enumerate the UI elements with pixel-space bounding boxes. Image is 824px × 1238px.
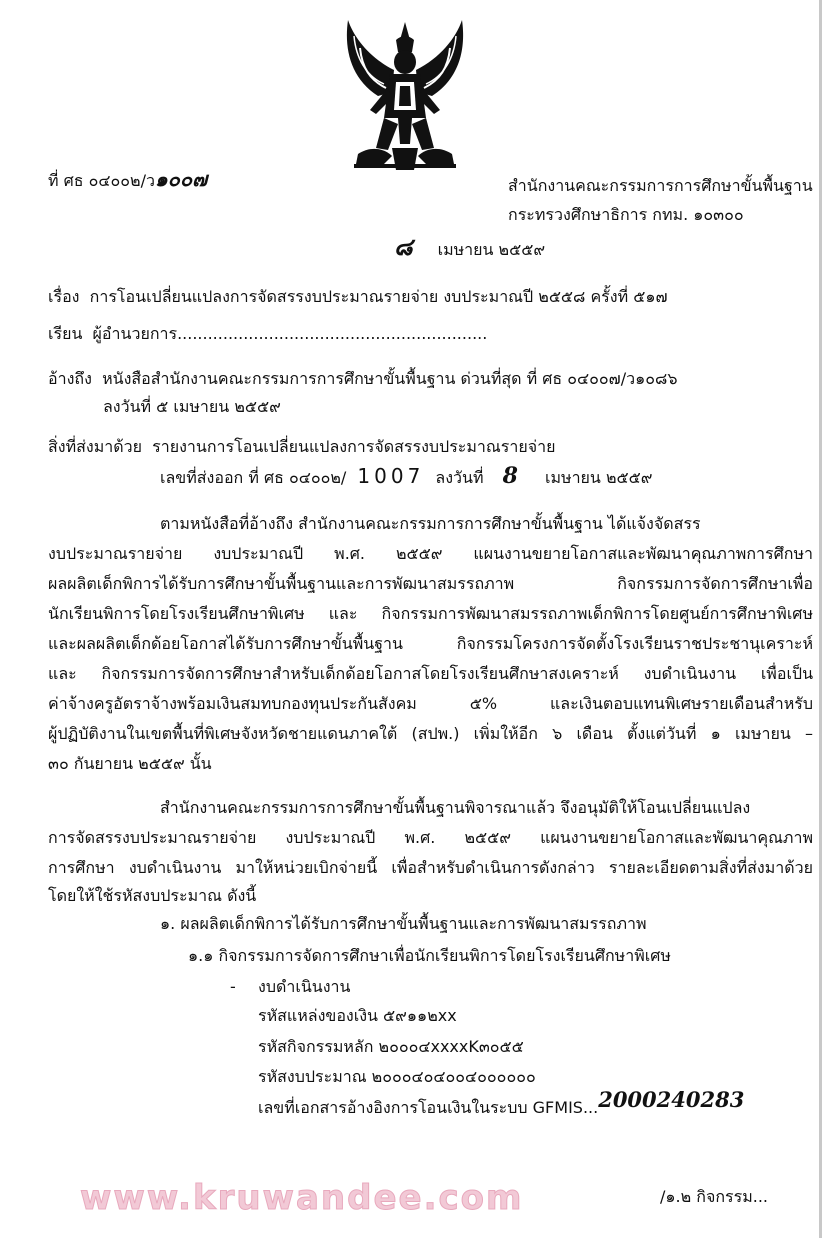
watermark: www.kruwandee.com	[80, 1178, 524, 1218]
paragraph1-line: นักเรียนพิการโดยโรงเรียนศึกษาพิเศษ และ กิจกรรมการพัฒนาสมรรถภาพเด็กพิการโดยศูนย์การศึกษาพิเศษ	[48, 604, 813, 623]
reference-text-2: ลงวันที่ ๕ เมษายน ๒๕๕๙	[103, 397, 281, 416]
activity-code: รหัสกิจกรรมหลัก ๒๐๐๐๔xxxxK๓๐๕๕	[258, 1037, 524, 1056]
reference-number	[48, 168, 207, 192]
fund-code: รหัสแหล่งของเงิน ๕๙๑๑๒xx	[258, 1006, 457, 1025]
paragraph1-line: และผลผลิตเด็กด้อยโอกาสได้รับการศึกษาขั้นพื้นฐาน กิจกรรมโครงการจัดตั้งโรงเรียนราชประชานุเคราะห์	[48, 634, 813, 653]
paragraph2-line: โดยให้ใช้รหัสงบประมาณ ดังนี้	[48, 886, 257, 905]
subject-text: การโอนเปลี่ยนแปลงการจัดสรรงบประมาณรายจ่าย งบประมาณปี ๒๕๕๘ ครั้งที่ ๕๑๗	[89, 287, 668, 306]
budget-type: งบดำเนินงาน	[258, 977, 351, 996]
paragraph2-line: สำนักงานคณะกรรมการการศึกษาขั้นพื้นฐานพิจารณาแล้ว จึงอนุมัติให้โอนเปลี่ยนแปลง	[160, 798, 751, 817]
page-edge	[819, 0, 822, 1238]
reference-number-handwritten: ๑๐๐๗	[154, 167, 208, 191]
recipient-line	[48, 323, 487, 345]
paragraph1-line: ผู้ปฏิบัติงานในเขตพื้นที่พิเศษจังหวัดชายแดนภาคใต้ (สปพ.) เพิ่มให้อีก ๖ เดือน ตั้งแต่วันที่ ๑ เมษายน –	[48, 724, 813, 743]
item-1: ๑. ผลผลิตเด็กพิการได้รับการศึกษาขั้นพื้นฐานและการพัฒนาสมรรถภาพ	[160, 914, 647, 933]
enclosure-line-2	[160, 465, 652, 489]
reference-line	[48, 368, 678, 390]
office-address: กระทรวงศึกษาธิการ กทม. ๑๐๓๐๐	[508, 205, 744, 224]
enclosure-date-label: ลงวันที่	[435, 468, 484, 487]
enclosure-export-label: เลขที่ส่งออก ที่ ศธ ๐๔๐๐๒/	[160, 468, 347, 487]
enclosure-text-1: รายงานการโอนเปลี่ยนแปลงการจัดสรรงบประมาณรายจ่าย	[152, 437, 556, 456]
paragraph1-line: งบประมาณรายจ่าย งบประมาณปี พ.ศ. ๒๕๕๙ แผนงานขยายโอกาสและพัฒนาคุณภาพการศึกษา	[48, 544, 813, 563]
paragraph1-line: ค่าจ้างครูอัตราจ้างพร้อมเงินสมทบกองทุนประกันสังคม ๕% และเงินตอบแทนพิเศษรายเดือนสำหรับ	[48, 694, 813, 713]
subject-line	[48, 286, 668, 308]
enclosure-date-month: เมษายน ๒๕๕๙	[545, 468, 653, 487]
item-dash: -	[230, 977, 236, 996]
paragraph2-line: การจัดสรรงบประมาณรายจ่าย งบประมาณปี พ.ศ. ๒๕๕๙ แผนงานขยายโอกาสและพัฒนาคุณภาพ	[48, 828, 813, 847]
recipient-text: ผู้อำนวยการ.............................................................	[92, 324, 488, 343]
gfmis-label: เลขที่เอกสารอ้างอิงการโอนเงินในระบบ GFMIS...	[258, 1098, 599, 1117]
enclosure-line	[48, 436, 555, 458]
garuda-emblem-icon	[340, 18, 470, 178]
letter-date	[394, 232, 546, 261]
reference-number-printed: ที่ ศธ ๐๔๐๐๒/ว	[48, 171, 155, 190]
date-month-year: เมษายน ๒๕๕๙	[437, 240, 546, 259]
gfmis-number-handwritten: 2000240283	[598, 1087, 745, 1112]
enclosure-label: สิ่งที่ส่งมาด้วย	[48, 437, 142, 456]
paragraph1-line: ผลผลิตเด็กพิการได้รับการศึกษาขั้นพื้นฐานและการพัฒนาสมรรถภาพ กิจกรรมการจัดการศึกษาเพื่อ	[48, 574, 813, 593]
reference-label: อ้างถึง	[48, 369, 92, 388]
recipient-label: เรียน	[48, 324, 83, 343]
budget-code: รหัสงบประมาณ ๒๐๐๐๔๐๔๐๐๔๐๐๐๐๐๐	[258, 1067, 536, 1086]
subject-label: เรื่อง	[48, 287, 80, 306]
reference-text-1: หนังสือสำนักงานคณะกรรมการการศึกษาขั้นพื้นฐาน ด่วนที่สุด ที่ ศธ ๐๔๐๐๗/ว๑๐๘๖	[102, 369, 678, 388]
gfmis-reference	[258, 1087, 745, 1119]
continued-note: /๑.๒ กิจกรรม...	[660, 1187, 769, 1206]
item-1-1: ๑.๑ กิจกรรมการจัดการศึกษาเพื่อนักเรียนพิการโดยโรงเรียนศึกษาพิเศษ	[188, 946, 671, 965]
enclosure-export-number: 1007	[357, 464, 425, 488]
paragraph1-line: ๓๐ กันยายน ๒๕๕๙ นั้น	[48, 754, 212, 773]
paragraph1-line: และ กิจกรรมการจัดการศึกษาสำหรับเด็กด้อยโอกาสโดยโรงเรียนศึกษาสงเคราะห์ งบดำเนินงาน เพื่อเป็น	[48, 664, 813, 683]
paragraph1-line: ตามหนังสือที่อ้างถึง สำนักงานคณะกรรมการการศึกษาขั้นพื้นฐาน ได้แจ้งจัดสรร	[160, 514, 701, 533]
enclosure-date-day: 8	[502, 463, 518, 489]
paragraph2-line: การศึกษา งบดำเนินงาน มาให้หน่วยเบิกจ่ายนี้ เพื่อสำหรับดำเนินการดังกล่าว รายละเอียดตามสิ่งที่ส่งมาด้วย	[48, 858, 813, 877]
office-name: สำนักงานคณะกรรมการการศึกษาขั้นพื้นฐาน	[508, 176, 813, 195]
date-day-handwritten: ๘	[394, 232, 413, 261]
